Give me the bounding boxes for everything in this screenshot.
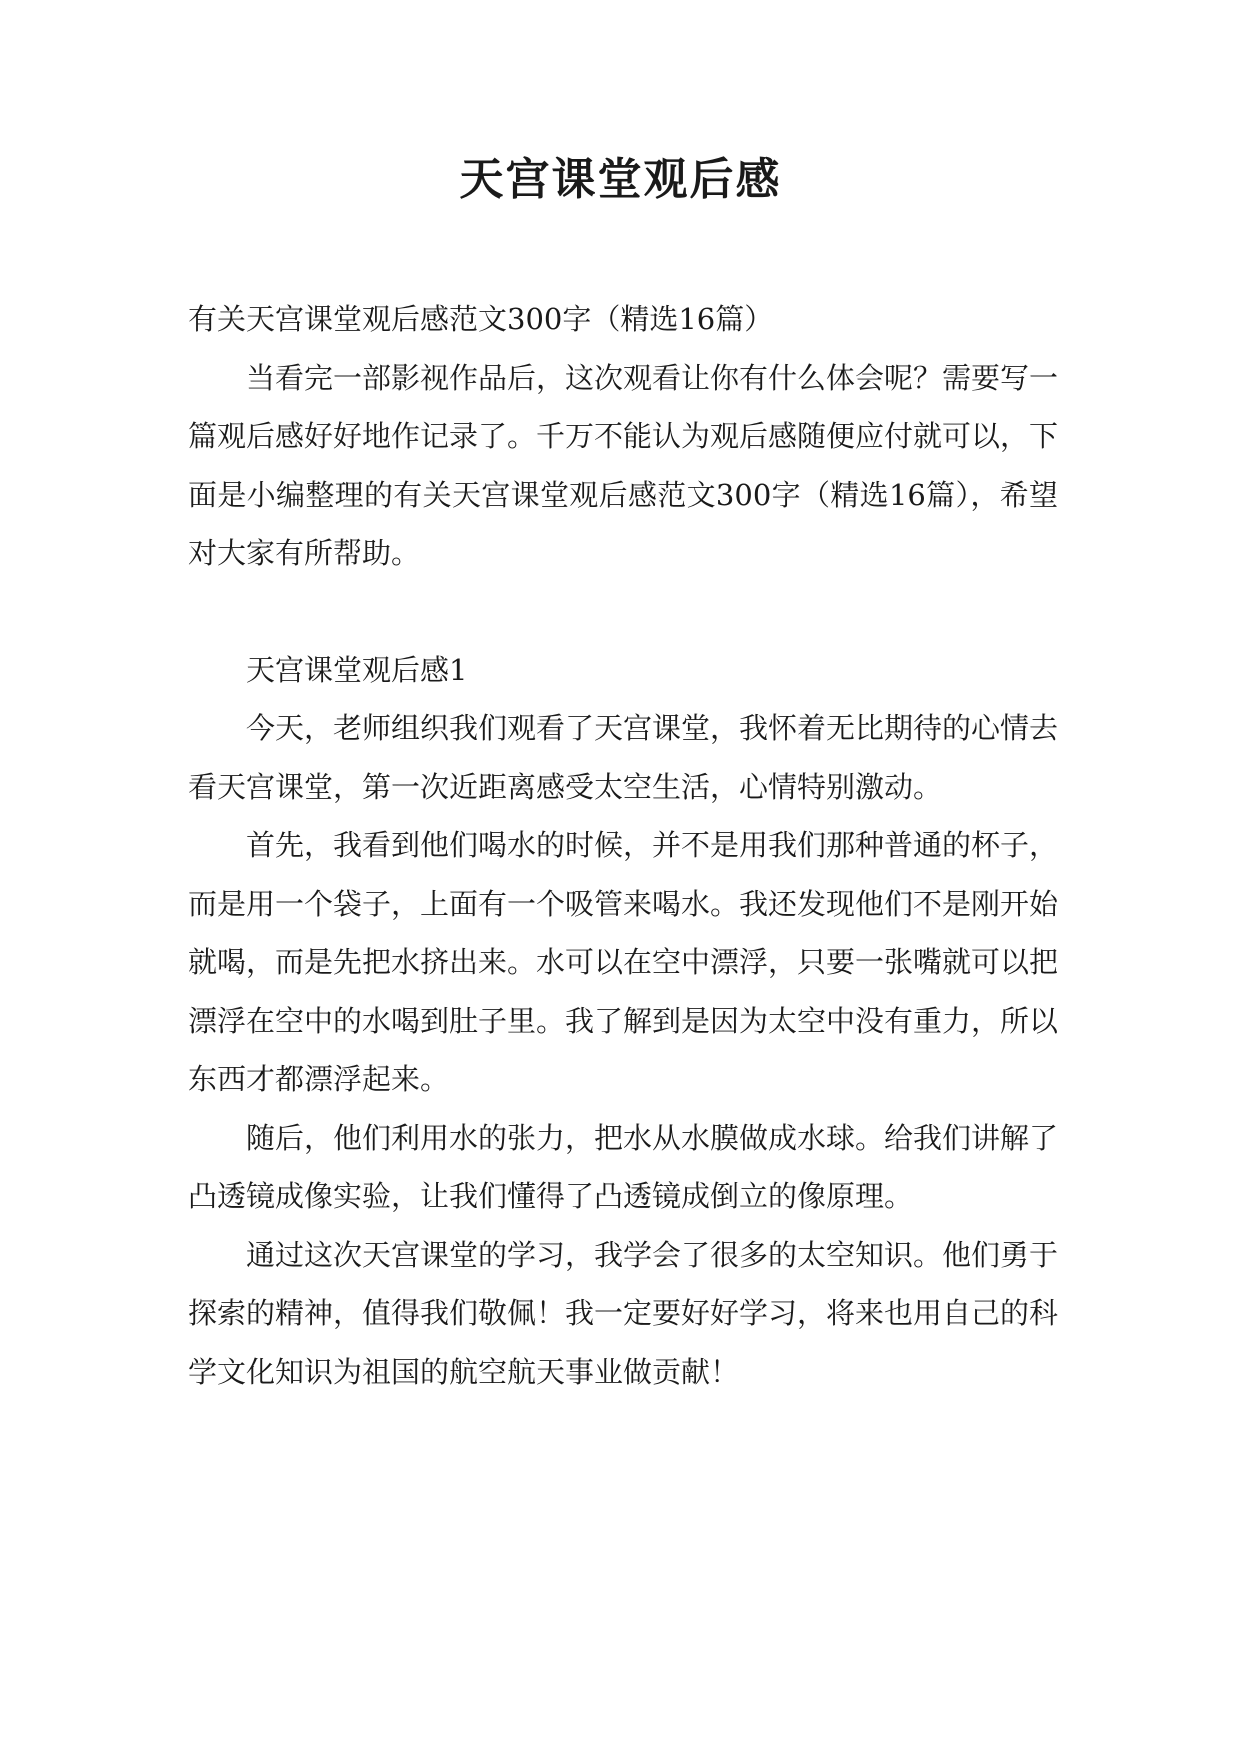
section-heading: 天宫课堂观后感1: [246, 652, 468, 687]
body-paragraph: 通过这次天宫课堂的学习，我学会了很多的太空知识。他们勇于探索的精神，值得我们敬佩！我一定要好好学习，将来也用自己的科学文化知识为祖国的航空航天事业做贡献！: [188, 1237, 1059, 1389]
body-paragraph: 今天，老师组织我们观看了天宫课堂，我怀着无比期待的心情去看天宫课堂，第一次近距离感受太空生活，心情特别激动。: [188, 711, 1059, 804]
section-spacer: [188, 583, 1058, 641]
body-paragraph: 随后，他们利用水的张力，把水从水膜做成水球。给我们讲解了凸透镜成像实验，让我们懂得了凸透镜成倒立的像原理。: [188, 1120, 1059, 1213]
intro-paragraph: 当看完一部影视作品后，这次观看让你有什么体会呢？需要写一篇观后感好好地作记录了。千万不能认为观后感随便应付就可以，下面是小编整理的有关天宫课堂观后感范文300字（精选16篇），希望对大家有所帮助。: [188, 360, 1059, 570]
subtitle: 有关天宫课堂观后感范文300字（精选16篇）: [188, 302, 774, 336]
document-body: [188, 290, 1058, 1401]
body-paragraph: 首先，我看到他们喝水的时候，并不是用我们那种普通的杯子，而是用一个袋子，上面有一个吸管来喝水。我还发现他们不是刚开始就喝，而是先把水挤出来。水可以在空中漂浮，只要一张嘴就可以把漂浮在空中的水喝到肚子里。我了解到是因为太空中没有重力，所以东西才都漂浮起来。: [188, 828, 1059, 1096]
document-title: 天宫课堂观后感: [459, 154, 782, 205]
